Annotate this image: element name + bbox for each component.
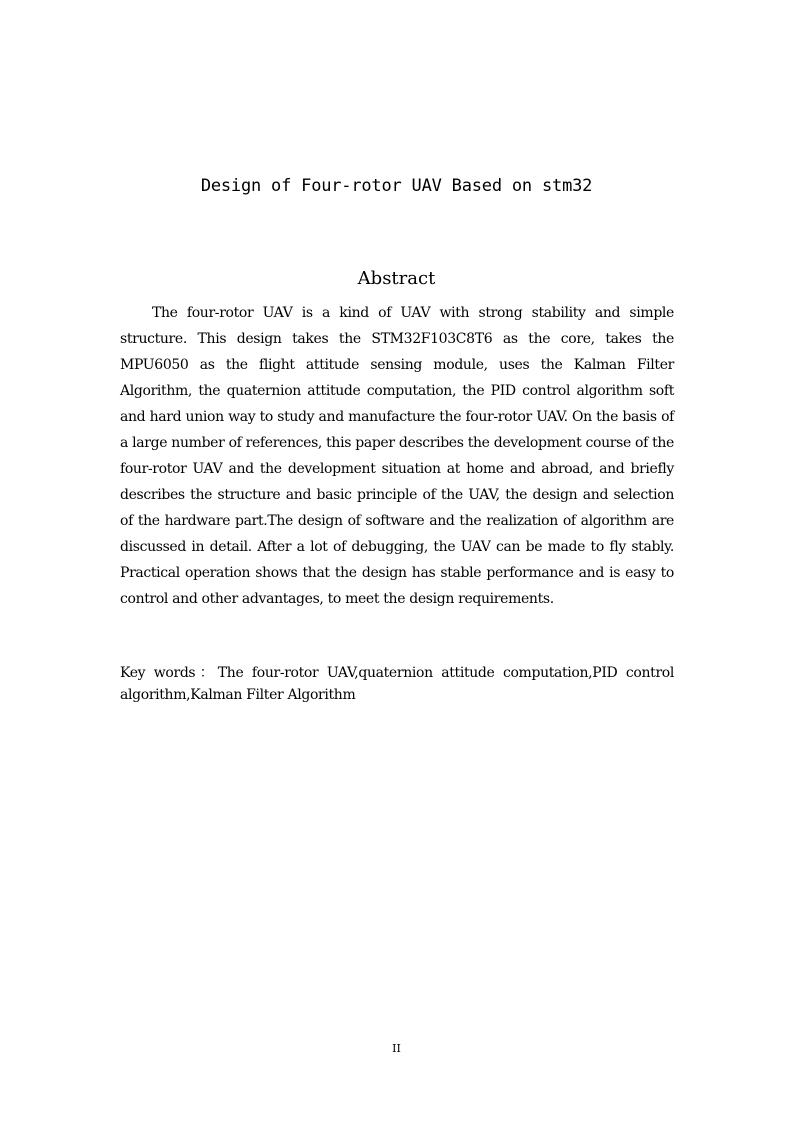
abstract-body: The four-rotor UAV is a kind of UAV with strong stability and simple structure. This design takes the STM32F103C8T6 as the core, takes the MPU6050 as the flight attitude sensing module, uses the Kalman Filter Algorithm, the quaternion attitude computation, the PID control algorithm soft and hard union way to study and manufacture the four-rotor UAV. On the basis of a large number of references, this paper describes the development course of the four-rotor UAV and the development situation at home and abroad, and briefly describes the structure and basic principle of the UAV, the design and selection of the hardware part.The design of software and the realization of algorithm are discussed in detail. After a lot of debugging, the UAV can be made to fly stably. Practical operation shows that the design has stable performance and is easy to control and other advantages, to meet the design requirements. [120,305,674,607]
paper-title: Design of Four-rotor UAV Based on stm32 [200,176,593,196]
page-number: II [392,1042,401,1055]
keywords-line: Key words：The four-rotor UAV,quaternion attitude computation,PID control algorithm,Kalman Filter Algorithm [120,665,674,703]
abstract-heading: Abstract [357,268,436,289]
